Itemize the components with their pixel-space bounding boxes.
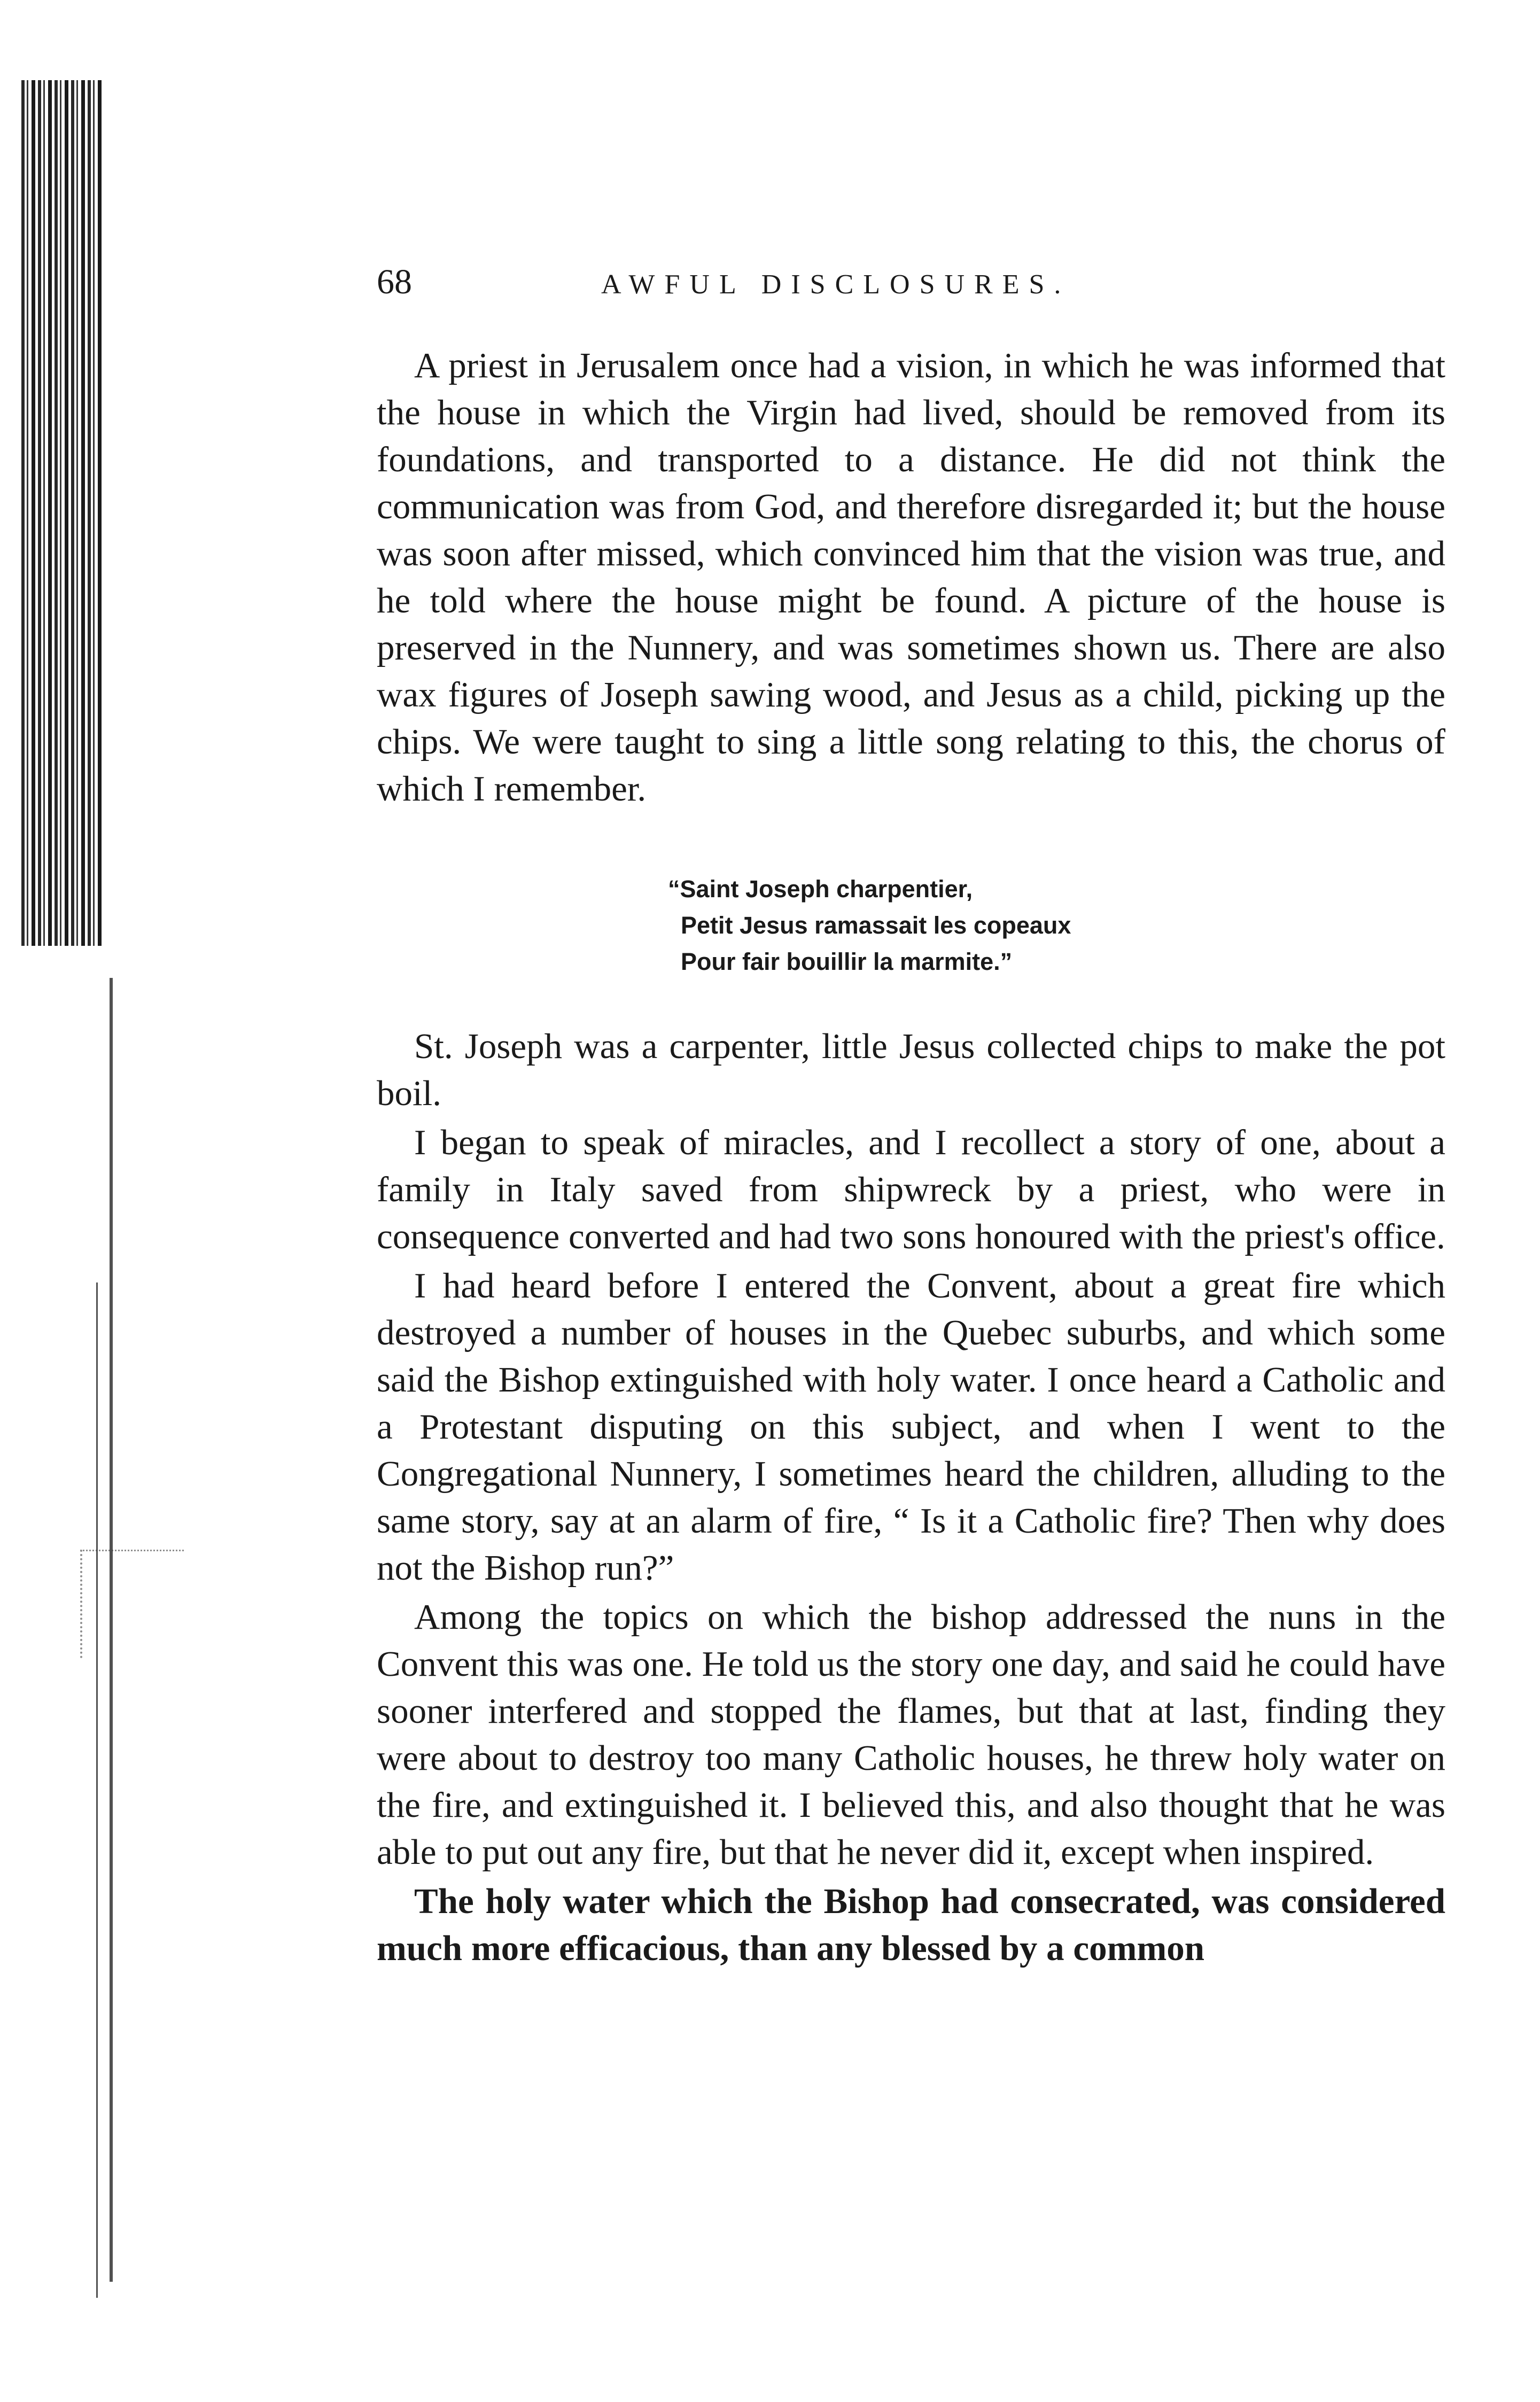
- scan-artifact-mark: [80, 1550, 184, 1658]
- book-page: [377, 262, 1445, 1972]
- running-head: AWFUL DISCLOSURES.: [601, 269, 1071, 300]
- page-header: [377, 262, 1445, 326]
- paragraph-holy-water: The holy water which the Bishop had consecrated, was considered much more efficacious, than any blessed by a common: [377, 1882, 1445, 1968]
- verse-line-2: Petit Jesus ramassait les copeaux: [681, 912, 1071, 939]
- paragraph-bishop-story: Among the topics on which the bishop addressed the nuns in the Convent this was one. He told us the story one day, and said he could have sooner interfered and stopped the flames, but that at last, finding they were about to destroy too many Catholic houses, he threw holy water on the fire, and extinguished it. I believed this, and also thought that he was able to put out any fire, but that he never did it, except when inspired.: [377, 1597, 1445, 1872]
- paragraph-great-fire: I had heard before I entered the Convent, about a great fire which destroyed a number of houses in the Quebec suburbs, and which some said the Bishop extinguished with holy water. I once heard a Catholic and a Protestant disputing on this subject, and when I went to the Congregational Nunnery, I sometimes heard the children, alluding to the same story, say at an alarm of fire, “ Is it a Catholic fire? Then why does not the Bishop run?”: [377, 1266, 1445, 1588]
- verse-quote: [668, 871, 1445, 980]
- paragraph-miracles: I began to speak of miracles, and I recollect a story of one, about a family in Italy saved from shipwreck by a priest, who were in consequence converted and had two sons honoured with the priest's office.: [377, 1123, 1445, 1256]
- paragraph-vision: A priest in Jerusalem once had a vision, in which he was informed that the house in which the Virgin had lived, should be removed from its foundations, and transported to a distance. He did not think the communication was from God, and therefore disregarded it; but the house was soon after missed, which convinced him that the vision was true, and he told where the house might be found. A picture of the house is preserved in the Nunnery, and was sometimes shown us. There are also wax figures of Joseph sawing wood, and Jesus as a child, picking up the chips. We were taught to sing a little song relating to this, the chorus of which I remember.: [377, 346, 1445, 809]
- verse-line-1: “Saint Joseph charpentier,: [668, 875, 973, 903]
- scan-binding-edge: [21, 80, 102, 946]
- page-number: 68: [377, 262, 412, 301]
- scan-margin-line-secondary: [96, 1282, 98, 2298]
- verse-line-3: Pour fair bouillir la marmite.”: [681, 948, 1013, 975]
- body-text: [377, 342, 1445, 1972]
- paragraph-translation: St. Joseph was a carpenter, little Jesus collected chips to make the pot boil.: [377, 1027, 1445, 1113]
